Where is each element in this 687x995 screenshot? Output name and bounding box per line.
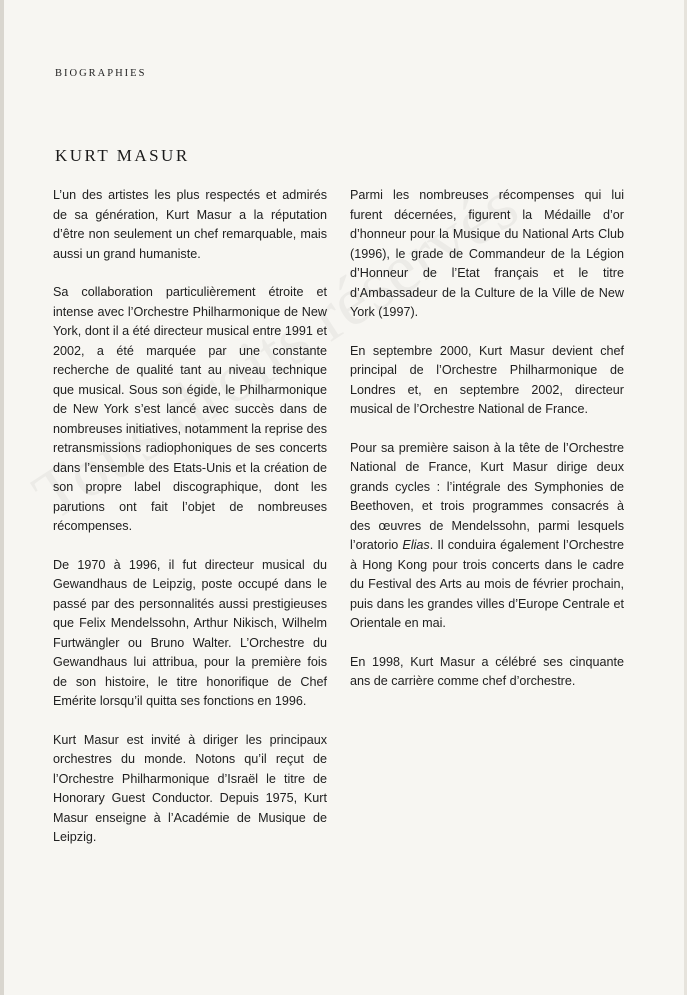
- paragraph-gewandhaus: De 1970 à 1996, il fut directeur musical du Gewandhaus de Leipzig, poste occupé dans le passé par des personnalités aussi prestigieuses que Felix Mendelssohn, Arthur Nikisch, Wilhelm Furtwängler ou Bruno Walter. L’Orchestre du Gewandhaus lui attribua, pour la première fois de son histoire, le titre honorifique de Chef Emérite lorsqu’il quitta ses fonctions en 1996.: [53, 557, 327, 708]
- page-edge-left: [0, 0, 4, 995]
- first-season-text-end: . Il conduira également l’Orchestre à Hong Kong pour trois concerts dans le cadre du Festival des Arts au mois de février prochain, puis dans les grandes villes d’Europe Centrale et Orientale en mai.: [350, 538, 625, 630]
- paragraph-career-anniversary: En 1998, Kurt Masur a célébré ses cinquante ans de carrière comme chef d’orchestre.: [350, 654, 624, 688]
- paragraph-appointments: En septembre 2000, Kurt Masur devient chef principal de l’Orchestre Philharmonique de Londres et, en septembre 2002, directeur musical de l’Orchestre National de France.: [350, 343, 624, 416]
- paragraph-awards: Parmi les nombreuses récompenses qui lui furent décernées, figurent la Médaille d’or d’honneur pour la Musique du National Arts Club (1996), le grade de Commandeur de la Légion d’Honneur de l’Etat français et le titre d’Ambassadeur de la Culture de la Ville de New York (1997).: [350, 188, 624, 319]
- paragraph-guest-conductor: Kurt Masur est invité à diriger les principaux orchestres du monde. Notons qu’il reçut de l’Orchestre Philharmonique d’Israël le titre de Honorary Guest Conductor. Depuis 1975, Kurt Masur enseigne à l’Académie de Musique de Leipzig.: [53, 732, 327, 844]
- right-column: [350, 186, 624, 711]
- paragraph-new-york-philharmonic: Sa collaboration particulièrement étroite et intense avec l’Orchestre Philharmonique de New York, dont il a été directeur musical entre 1991 et 2002, a été marquée par une constante recherche de qualité tant au niveau technique que musical. Sous son égide, le Philharmonique de New York s’est lancé avec succès dans de nombreuses initiatives, notamment la reprise des retransmissions radiophoniques de ses concerts dans l’ensemble des Etats-Unis et la création de son propre label discographique, dont les parutions ont fait l’objet de nombreuses récompenses.: [53, 285, 327, 533]
- paragraph-intro: L’un des artistes les plus respectés et admirés de sa génération, Kurt Masur a la réputation d’être non seulement un chef remarquable, mais aussi un grand humaniste.: [53, 188, 327, 261]
- oratorio-title: Elias: [402, 538, 430, 552]
- section-label: BIOGRAPHIES: [55, 68, 147, 79]
- left-column: [53, 186, 327, 867]
- article-title: KURT MASUR: [55, 146, 190, 165]
- first-season-text-start: Pour sa première saison à la tête de l’Orchestre National de France, Kurt Masur dirige deux grands cycles : l’intégrale des Symphonies de Beethoven, et trois programmes consacrés à des œuvres de Mendelssohn, parmi lesquels l’oratorio: [350, 440, 624, 552]
- paragraph-first-season: [350, 439, 624, 634]
